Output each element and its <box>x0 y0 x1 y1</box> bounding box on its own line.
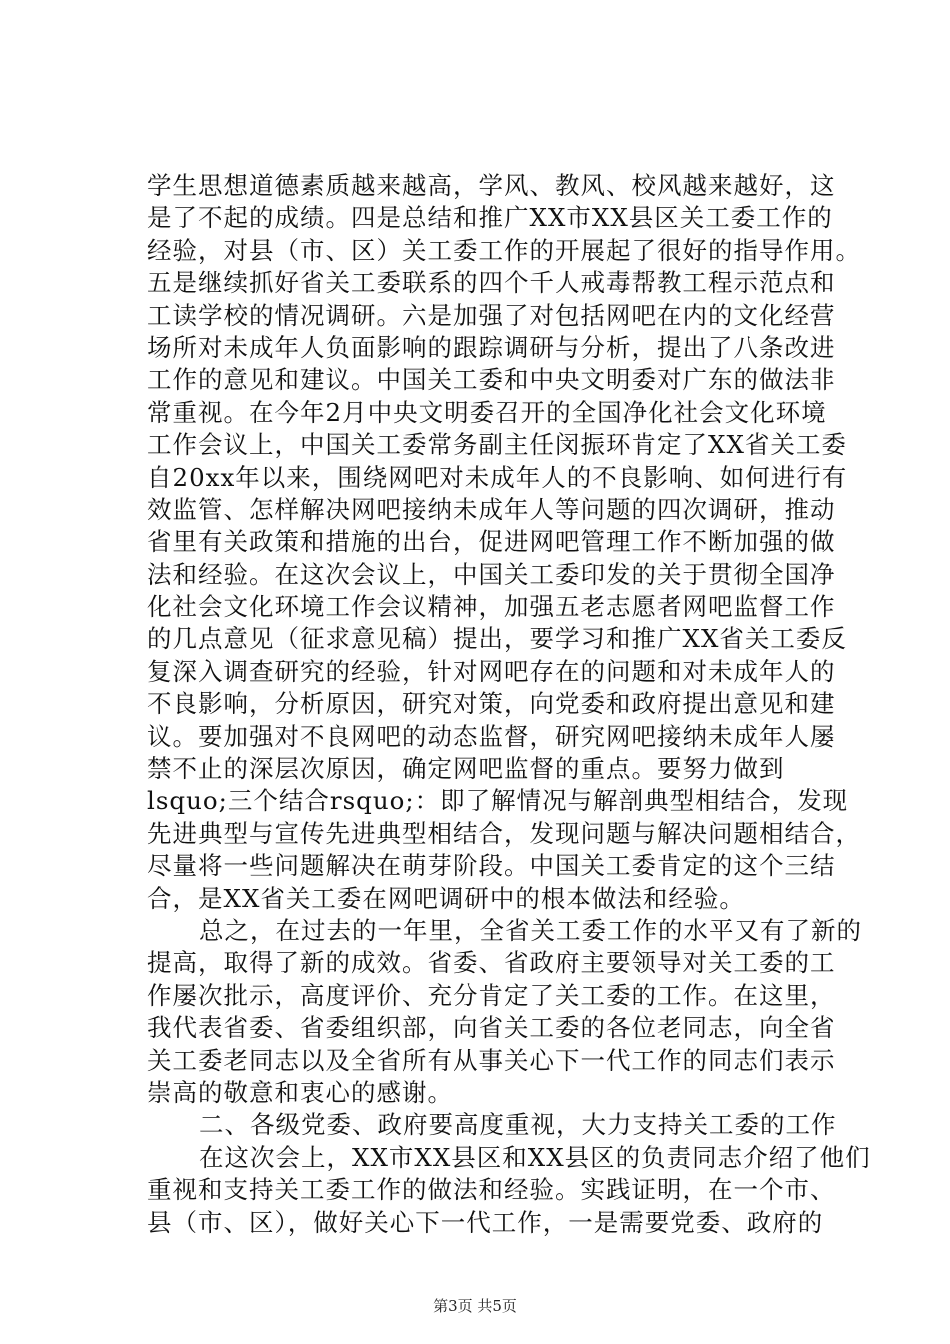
text-line: 场所对未成年人负面影响的跟踪调研与分析，提出了八条改进 <box>147 332 836 362</box>
text-line: 是了不起的成绩。四是总结和推广XX市XX县区关工委工作的 <box>147 203 833 233</box>
text-line: 复深入调查研究的经验，针对网吧存在的问题和对未成年人的 <box>147 656 836 686</box>
text-line: 不良影响，分析原因，研究对策，向党委和政府提出意见和建 <box>147 689 836 719</box>
text-line: 作屡次批示，高度评价、充分肯定了关工委的工作。在这里， <box>147 980 836 1010</box>
text-line: 我代表省委、省委组织部，向省关工委的各位老同志，向全省 <box>147 1013 836 1043</box>
text-line: 崇高的敬意和衷心的感谢。 <box>147 1077 453 1107</box>
text-line: 自20xx年以来，围绕网吧对未成年人的不良影响、如何进行有 <box>147 462 848 492</box>
text-line: 工读学校的情况调研。六是加强了对包括网吧在内的文化经营 <box>147 300 836 330</box>
text-line: 先进典型与宣传先进典型相结合，发现问题与解决问题相结合， <box>147 818 861 848</box>
text-line: 的几点意见（征求意见稿）提出，要学习和推广XX省关工委反 <box>147 624 847 654</box>
text-line: 法和经验。在这次会议上，中国关工委印发的关于贯彻全国净 <box>147 559 836 589</box>
text-line: 尽量将一些问题解决在萌芽阶段。中国关工委肯定的这个三结 <box>147 851 836 881</box>
text-line: 效监管、怎样解决网吧接纳未成年人等问题的四次调研，推动 <box>147 494 836 524</box>
text-line: 工作会议上，中国关工委常务副主任闵振环肯定了XX省关工委 <box>147 430 847 460</box>
text-line: 常重视。在今年2月中央文明委召开的全国净化社会文化环境 <box>147 397 827 427</box>
text-line: 工作的意见和建议。中国关工委和中央文明委对广东的做法非 <box>147 365 836 395</box>
text-line: 县（市、区），做好关心下一代工作，一是需要党委、政府的 <box>147 1207 824 1237</box>
document-body <box>147 170 871 1239</box>
text-line: 合，是XX省关工委在网吧调研中的根本做法和经验。 <box>147 883 745 913</box>
text-line: 议。要加强对不良网吧的动态监督，研究网吧接纳未成年人屡 <box>147 721 836 751</box>
text-line: 关工委老同志以及全省所有从事关心下一代工作的同志们表示 <box>147 1045 836 1075</box>
text-line: lsquo;三个结合rsquo;：即了解情况与解剖典型相结合，发现 <box>147 786 849 816</box>
text-line: 学生思想道德素质越来越高，学风、教风、校风越来越好，这 <box>147 171 836 200</box>
text-line: 五是继续抓好省关工委联系的四个千人戒毒帮教工程示范点和 <box>147 268 836 298</box>
paragraph-start-line: 在这次会上，XX市XX县区和XX县区的负责同志介绍了他们 <box>199 1142 871 1172</box>
text-line: 重视和支持关工委工作的做法和经验。实践证明，在一个市、 <box>147 1175 836 1205</box>
paragraph-start-line: 总之，在过去的一年里，全省关工委工作的水平又有了新的 <box>199 915 862 945</box>
text-line: 禁不止的深层次原因，确定网吧监督的重点。要努力做到 <box>147 754 785 784</box>
section-heading: 二、各级党委、政府要高度重视，大力支持关工委的工作 <box>199 1110 837 1140</box>
text-line: 提高，取得了新的成效。省委、省政府主要领导对关工委的工 <box>147 948 836 978</box>
text-line: 化社会文化环境工作会议精神，加强五老志愿者网吧监督工作 <box>147 592 836 622</box>
text-line: 经验，对县（市、区）关工委工作的开展起了很好的指导作用。 <box>147 235 861 265</box>
text-line: 省里有关政策和措施的出台，促进网吧管理工作不断加强的做 <box>147 527 836 557</box>
page-number-footer: 第3页 共5页 <box>433 1297 517 1315</box>
